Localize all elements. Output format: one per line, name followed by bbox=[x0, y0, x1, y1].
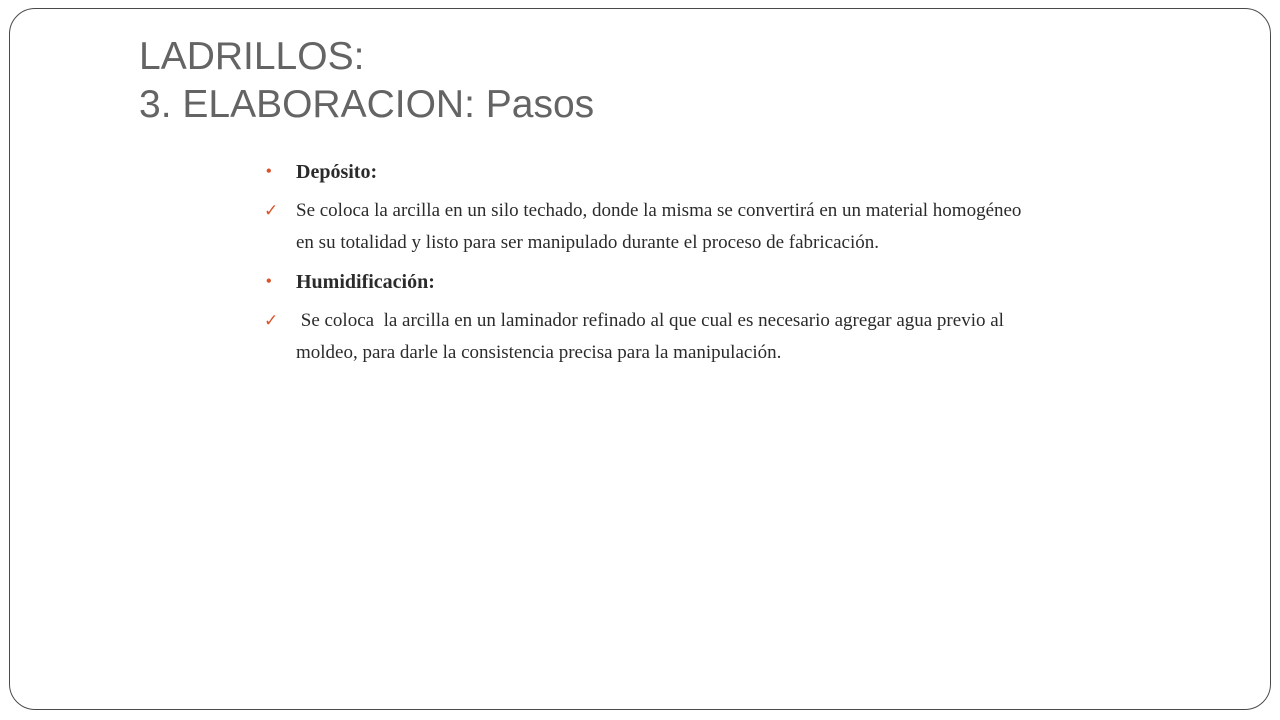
bullet-icon: • bbox=[266, 273, 272, 290]
detail-text: Se coloca la arcilla en un laminador refinado al que cual es necesario agregar agua previo al moldeo, para darle la consistencia precisa para la manipulación. bbox=[296, 310, 1009, 363]
title-line-1: LADRILLOS: bbox=[139, 35, 365, 78]
checkmark-icon: ✓ bbox=[264, 201, 279, 220]
heading-text: Depósito: bbox=[296, 161, 378, 183]
checkmark-icon: ✓ bbox=[264, 311, 279, 330]
bullet-icon: • bbox=[266, 163, 272, 180]
slide-content bbox=[265, 156, 1025, 376]
detail-text: Se coloca la arcilla en un silo techado, donde la misma se convertirá en un material homogéneo en su totalidad y listo para ser manipulado durante el proceso de fabricación. bbox=[296, 200, 1022, 253]
slide-title bbox=[139, 33, 594, 129]
heading-text: Humidificación: bbox=[296, 271, 435, 293]
title-line-2: 3. ELABORACION: Pasos bbox=[139, 83, 595, 126]
section-heading-deposito bbox=[265, 156, 1025, 188]
section-heading-humidificacion bbox=[265, 266, 1025, 298]
section-detail-humidificacion bbox=[265, 305, 1025, 368]
section-detail-deposito bbox=[265, 195, 1025, 258]
